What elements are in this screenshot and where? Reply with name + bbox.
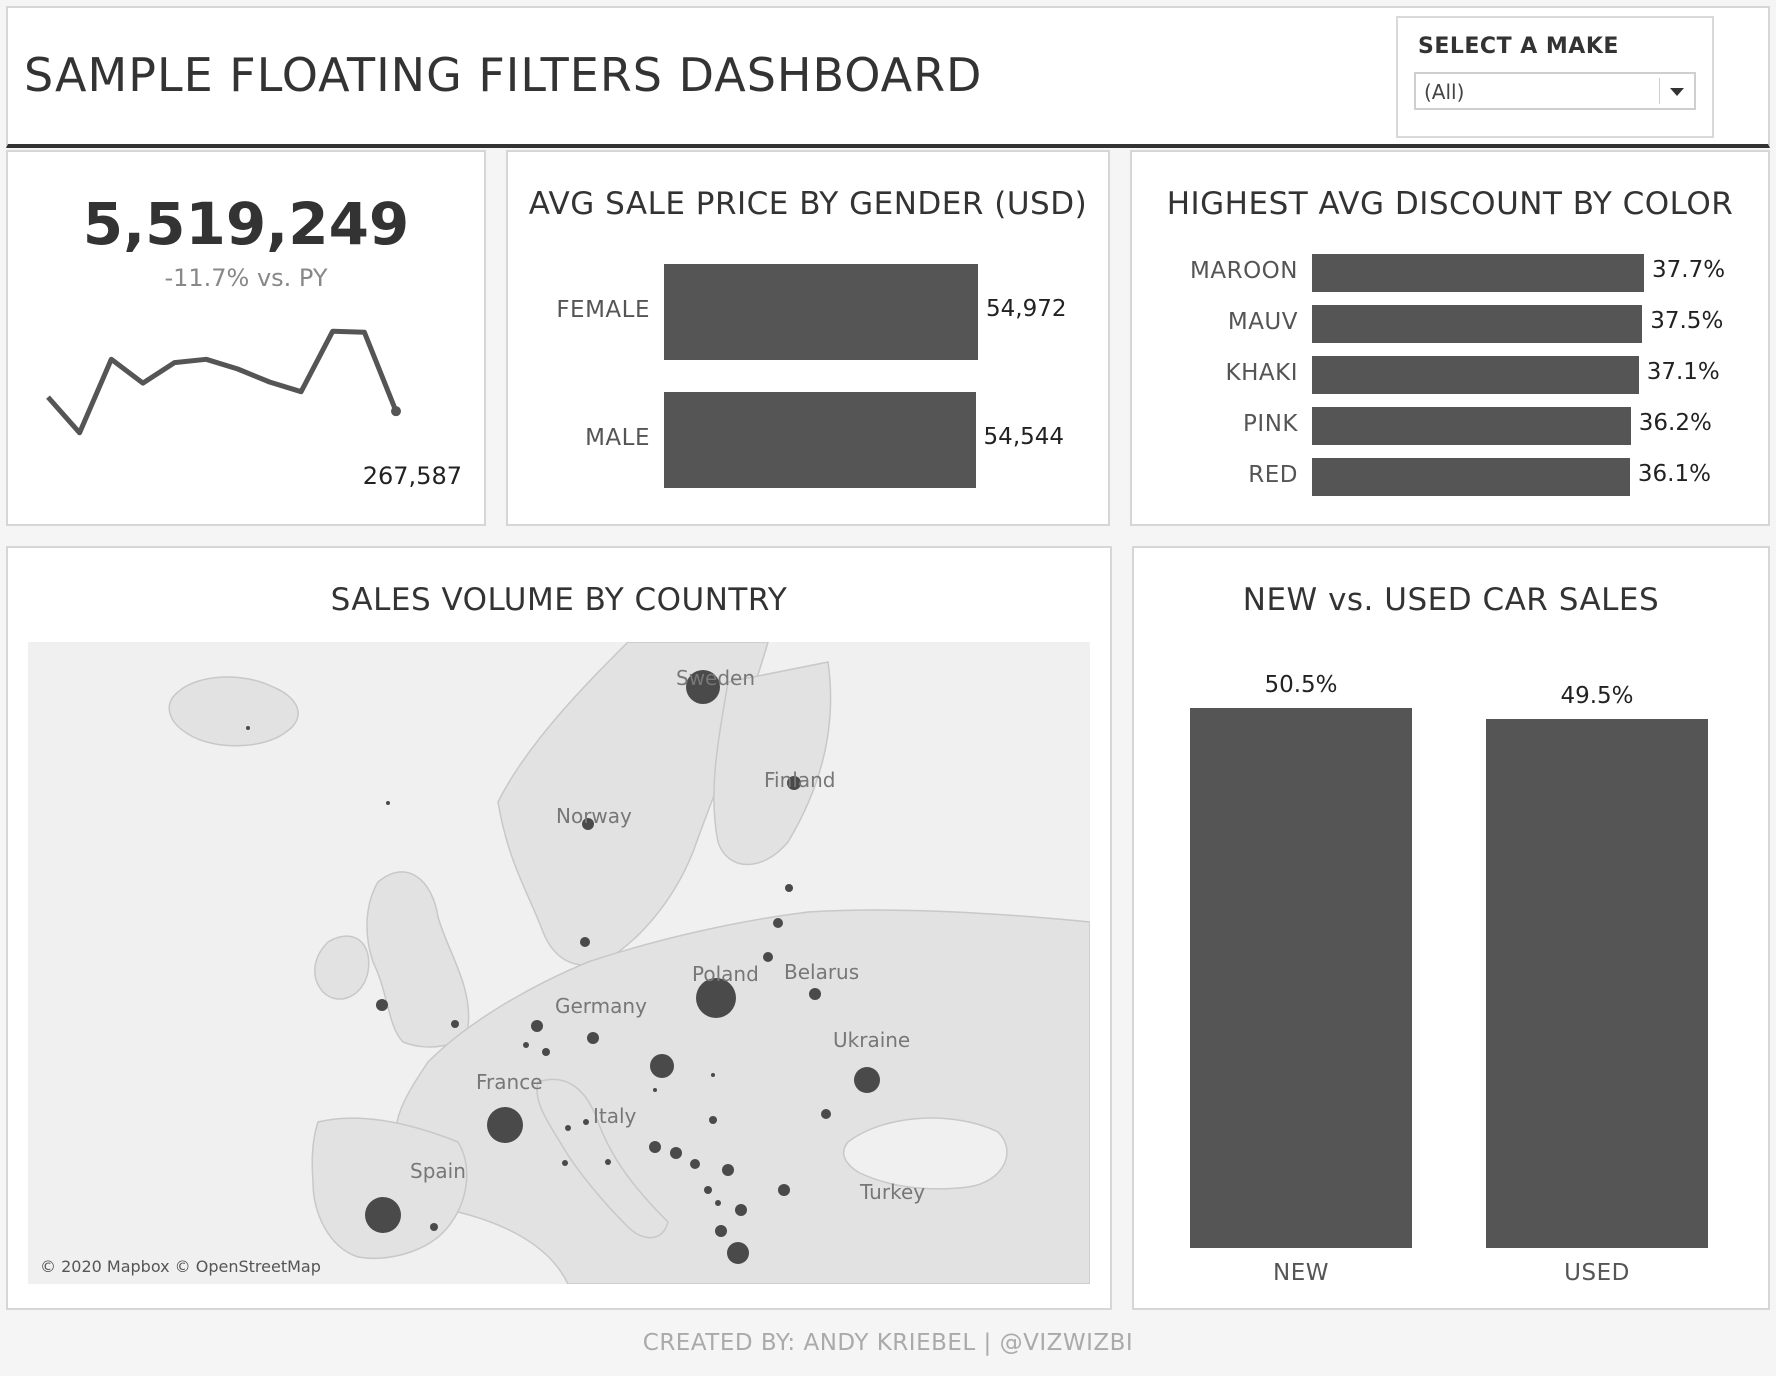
gender-chart-title: AVG SALE PRICE BY GENDER (USD) bbox=[528, 186, 1088, 222]
data-label: 37.7% bbox=[1652, 257, 1726, 283]
country-label: Poland bbox=[692, 962, 759, 986]
map-bubble[interactable] bbox=[451, 1020, 459, 1028]
data-label: 36.1% bbox=[1637, 461, 1711, 487]
bar[interactable] bbox=[1312, 407, 1631, 445]
map-bubble[interactable] bbox=[430, 1223, 438, 1231]
map-bubble[interactable] bbox=[778, 1184, 790, 1196]
category-label: USED bbox=[1564, 1260, 1630, 1286]
map-bubble[interactable] bbox=[809, 988, 821, 1000]
map-bubble[interactable] bbox=[715, 1225, 727, 1237]
bar[interactable] bbox=[664, 392, 976, 488]
data-label: 54,972 bbox=[986, 296, 1067, 322]
map-bubble[interactable] bbox=[690, 1159, 700, 1169]
color-chart-title: HIGHEST AVG DISCOUNT BY COLOR bbox=[1166, 186, 1734, 222]
category-label: PINK bbox=[1243, 411, 1298, 437]
kpi-card bbox=[6, 150, 486, 526]
new-used-card bbox=[1132, 546, 1770, 1310]
data-label: 54,544 bbox=[983, 424, 1065, 450]
map-bubble[interactable] bbox=[565, 1125, 571, 1131]
map-bubble[interactable] bbox=[709, 1116, 717, 1124]
data-label: 37.5% bbox=[1650, 308, 1724, 334]
map-bubble[interactable] bbox=[722, 1164, 734, 1176]
map-bubble[interactable] bbox=[605, 1159, 611, 1165]
country-label: Italy bbox=[593, 1104, 637, 1128]
category-label: FEMALE bbox=[556, 297, 650, 323]
map-bubble[interactable] bbox=[587, 1032, 599, 1044]
map-bubble[interactable] bbox=[365, 1197, 401, 1233]
map-title: SALES VOLUME BY COUNTRY bbox=[330, 582, 788, 618]
bar[interactable] bbox=[1190, 708, 1412, 1248]
kpi-change: -11.7% vs. PY bbox=[164, 264, 328, 292]
map-canvas bbox=[28, 642, 1090, 1284]
category-label: RED bbox=[1248, 462, 1298, 488]
map-bubble[interactable] bbox=[763, 952, 773, 962]
map-bubble[interactable] bbox=[821, 1109, 831, 1119]
bar[interactable] bbox=[664, 264, 978, 360]
map-bubble[interactable] bbox=[583, 1119, 589, 1125]
category-label: MAUV bbox=[1227, 309, 1298, 335]
filter-label: SELECT A MAKE bbox=[1418, 34, 1619, 59]
footer-credit: CREATED BY: ANDY KRIEBEL | @VIZWIZBI bbox=[642, 1330, 1134, 1356]
category-label: MALE bbox=[585, 425, 650, 451]
country-label: Norway bbox=[556, 804, 632, 828]
map-bubble[interactable] bbox=[670, 1147, 682, 1159]
bar[interactable] bbox=[1312, 356, 1639, 394]
map-bubble[interactable] bbox=[854, 1067, 880, 1093]
country-label: Spain bbox=[410, 1159, 466, 1183]
map-bubble[interactable] bbox=[785, 884, 793, 892]
map-bubble[interactable] bbox=[649, 1141, 661, 1153]
map-bubble[interactable] bbox=[531, 1020, 543, 1032]
country-label: Sweden bbox=[676, 666, 756, 690]
map-bubble[interactable] bbox=[376, 999, 388, 1011]
map-bubble[interactable] bbox=[650, 1054, 674, 1078]
country-label: Turkey bbox=[860, 1180, 926, 1204]
map-bubble[interactable] bbox=[562, 1160, 568, 1166]
map-bubble[interactable] bbox=[246, 726, 250, 730]
bar[interactable] bbox=[1486, 719, 1708, 1248]
map-bubble[interactable] bbox=[727, 1242, 749, 1264]
bar[interactable] bbox=[1312, 254, 1644, 292]
map-bubble[interactable] bbox=[487, 1107, 523, 1143]
country-label: France bbox=[476, 1070, 543, 1094]
page-title: SAMPLE FLOATING FILTERS DASHBOARD bbox=[24, 48, 983, 102]
make-select-value: (All) bbox=[1424, 80, 1465, 104]
category-label: NEW bbox=[1273, 1260, 1329, 1286]
data-label: 36.2% bbox=[1638, 410, 1712, 436]
color-chart-card bbox=[1130, 150, 1770, 526]
country-label: Finland bbox=[764, 768, 836, 792]
category-label: MAROON bbox=[1190, 258, 1298, 284]
bar[interactable] bbox=[1312, 305, 1642, 343]
data-label: 49.5% bbox=[1560, 682, 1634, 709]
map-card bbox=[6, 546, 1112, 1310]
country-label: Belarus bbox=[784, 960, 860, 984]
map-bubble[interactable] bbox=[735, 1204, 747, 1216]
data-label: 37.1% bbox=[1646, 359, 1720, 385]
sparkline-last-value: 267,587 bbox=[362, 462, 462, 490]
dashboard-header bbox=[6, 6, 1770, 148]
country-label: Ukraine bbox=[833, 1028, 911, 1052]
map-bubble[interactable] bbox=[704, 1186, 712, 1194]
map-bubble[interactable] bbox=[715, 1200, 721, 1206]
bar[interactable] bbox=[1312, 458, 1630, 496]
map-credit: © 2020 Mapbox © OpenStreetMap bbox=[40, 1257, 321, 1276]
new-used-title: NEW vs. USED CAR SALES bbox=[1242, 582, 1660, 618]
sparkline-series[interactable] bbox=[48, 331, 396, 433]
make-select[interactable] bbox=[1414, 72, 1696, 110]
country-label: Germany bbox=[555, 994, 647, 1018]
gender-chart-card bbox=[506, 150, 1110, 526]
map-bubble[interactable] bbox=[386, 801, 390, 805]
map-bubble[interactable] bbox=[542, 1048, 550, 1056]
map-bubble[interactable] bbox=[523, 1042, 529, 1048]
sparkline-point[interactable] bbox=[391, 406, 401, 416]
make-filter bbox=[1396, 16, 1714, 138]
select-divider bbox=[1659, 78, 1660, 104]
kpi-value: 5,519,249 bbox=[82, 190, 410, 258]
data-label: 50.5% bbox=[1264, 672, 1338, 698]
map-bubble[interactable] bbox=[653, 1088, 657, 1092]
map-bubble[interactable] bbox=[711, 1073, 715, 1077]
europe-map[interactable] bbox=[28, 642, 1090, 1284]
map-bubble[interactable] bbox=[580, 937, 590, 947]
chevron-down-icon[interactable] bbox=[1670, 88, 1684, 96]
map-bubble[interactable] bbox=[773, 918, 783, 928]
category-label: KHAKI bbox=[1225, 360, 1298, 386]
